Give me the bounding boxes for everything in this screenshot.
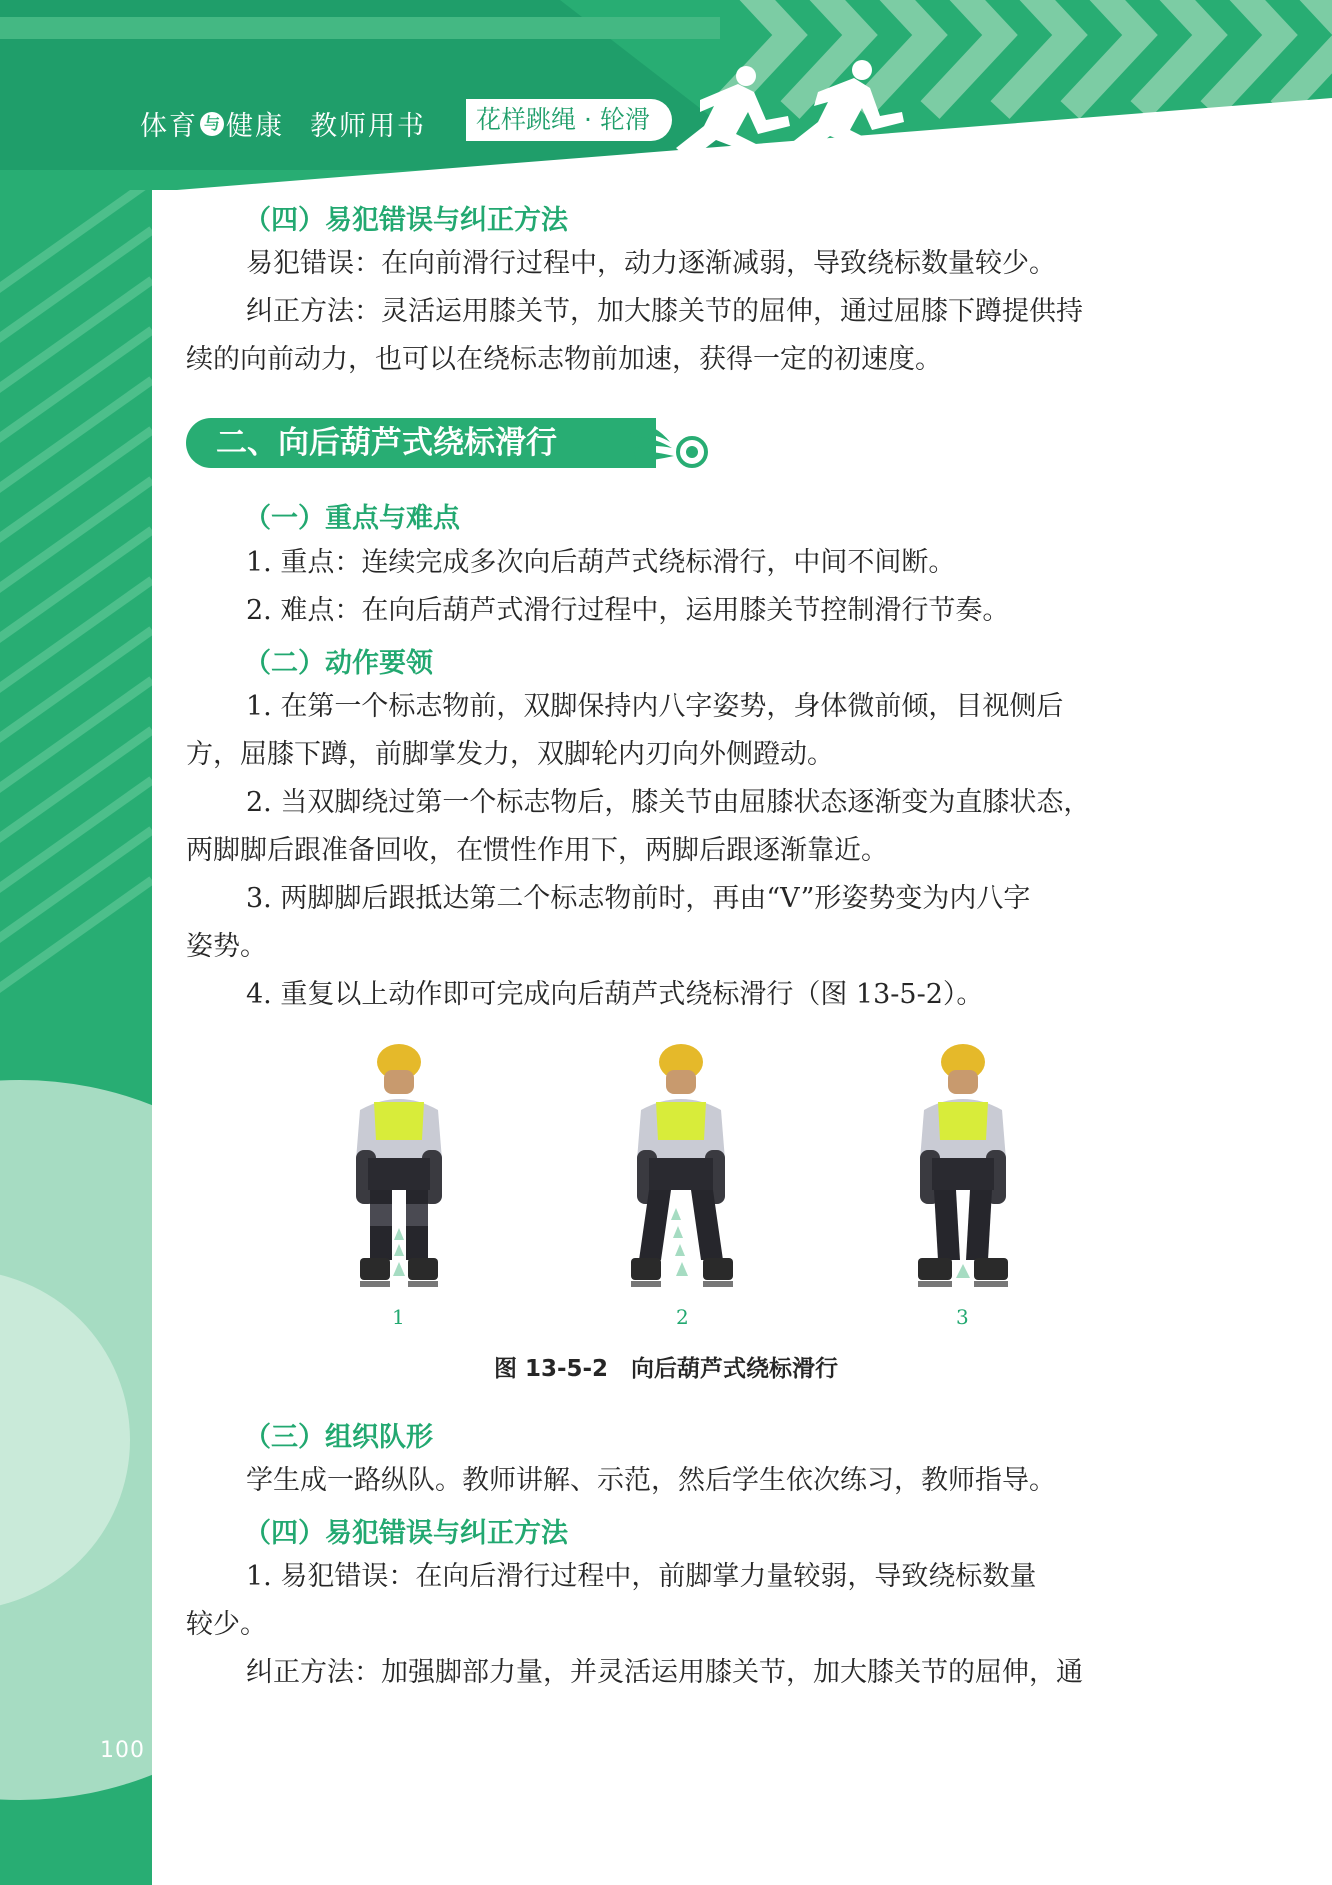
section-a-fix-line2: 续的向前动力，也可以在绕标志物前加速，获得一定的初速度。: [186, 344, 942, 375]
action-heading: （二）动作要领: [244, 648, 433, 679]
step2-line2: 两脚脚后跟准备回收，在惯性作用下，两脚后跟逐渐靠近。: [186, 835, 888, 866]
errors-heading: （四）易犯错误与纠正方法: [244, 1518, 568, 1549]
organization-heading: （三）组织队形: [244, 1422, 433, 1453]
key-point-1: 1. 重点：连续完成多次向后葫芦式绕标滑行，中间不间断。: [246, 547, 956, 578]
book-title-yu-badge: 与: [200, 112, 224, 136]
organization-text: 学生成一路纵队。教师讲解、示范，然后学生依次练习，教师指导。: [246, 1465, 1056, 1496]
step2-line1: 2. 当双脚绕过第一个标志物后，膝关节由屈膝状态逐渐变为直膝状态，: [246, 787, 1091, 818]
key-point-2: 2. 难点：在向后葫芦式滑行过程中，运用膝关节控制滑行节奏。: [246, 595, 1010, 626]
skater-photo-2: [623, 1040, 743, 1300]
error1-line2: 较少。: [186, 1609, 267, 1640]
section-a-error: 易犯错误：在向前滑行过程中，动力逐渐减弱，导致绕标数量较少。: [246, 248, 1056, 279]
book-title-part1: 体育: [140, 111, 198, 142]
fix-line1: 纠正方法：加强脚部力量，并灵活运用膝关节，加大膝关节的屈伸，通: [246, 1657, 1083, 1688]
swoosh-target-icon: [630, 416, 720, 472]
step1-line1: 1. 在第一个标志物前，双脚保持内八字姿势，身体微前倾，目视侧后: [246, 691, 1064, 722]
skater-photo-1: [344, 1040, 454, 1300]
error1-line1: 1. 易犯错误：在向后滑行过程中，前脚掌力量较弱，导致绕标数量: [246, 1561, 1037, 1592]
section-a-heading: （四）易犯错误与纠正方法: [244, 205, 568, 236]
step3-line1: 3. 两脚脚后跟抵达第二个标志物前时，再由“V”形姿势变为内八字: [246, 883, 1031, 914]
book-title-part2: 健康: [226, 111, 284, 142]
figure-label-2: 2: [676, 1305, 689, 1329]
book-title: [140, 104, 426, 143]
figure-caption: 图 13-5-2 向后葫芦式绕标滑行: [493, 1356, 839, 1382]
section-a-fix-line1: 纠正方法：灵活运用膝关节，加大膝关节的屈伸，通过屈膝下蹲提供持: [246, 296, 1083, 327]
step3-line2: 姿势。: [186, 931, 267, 962]
page-number: 100: [100, 1738, 145, 1763]
figure-label-3: 3: [956, 1305, 969, 1329]
skater-photo-3: [908, 1040, 1018, 1300]
step1-line2: 方，屈膝下蹲，前脚掌发力，双脚轮内刃向外侧蹬动。: [186, 739, 834, 770]
figure-label-1: 1: [392, 1305, 405, 1329]
key-points-heading: （一）重点与难点: [244, 503, 460, 534]
step4: 4. 重复以上动作即可完成向后葫芦式绕标滑行（图 13-5-2）。: [246, 979, 984, 1010]
book-tag: 花样跳绳 · 轮滑: [466, 99, 672, 141]
section-title: 二、向后葫芦式绕标滑行: [186, 418, 656, 468]
book-title-part3: 教师用书: [310, 111, 426, 142]
